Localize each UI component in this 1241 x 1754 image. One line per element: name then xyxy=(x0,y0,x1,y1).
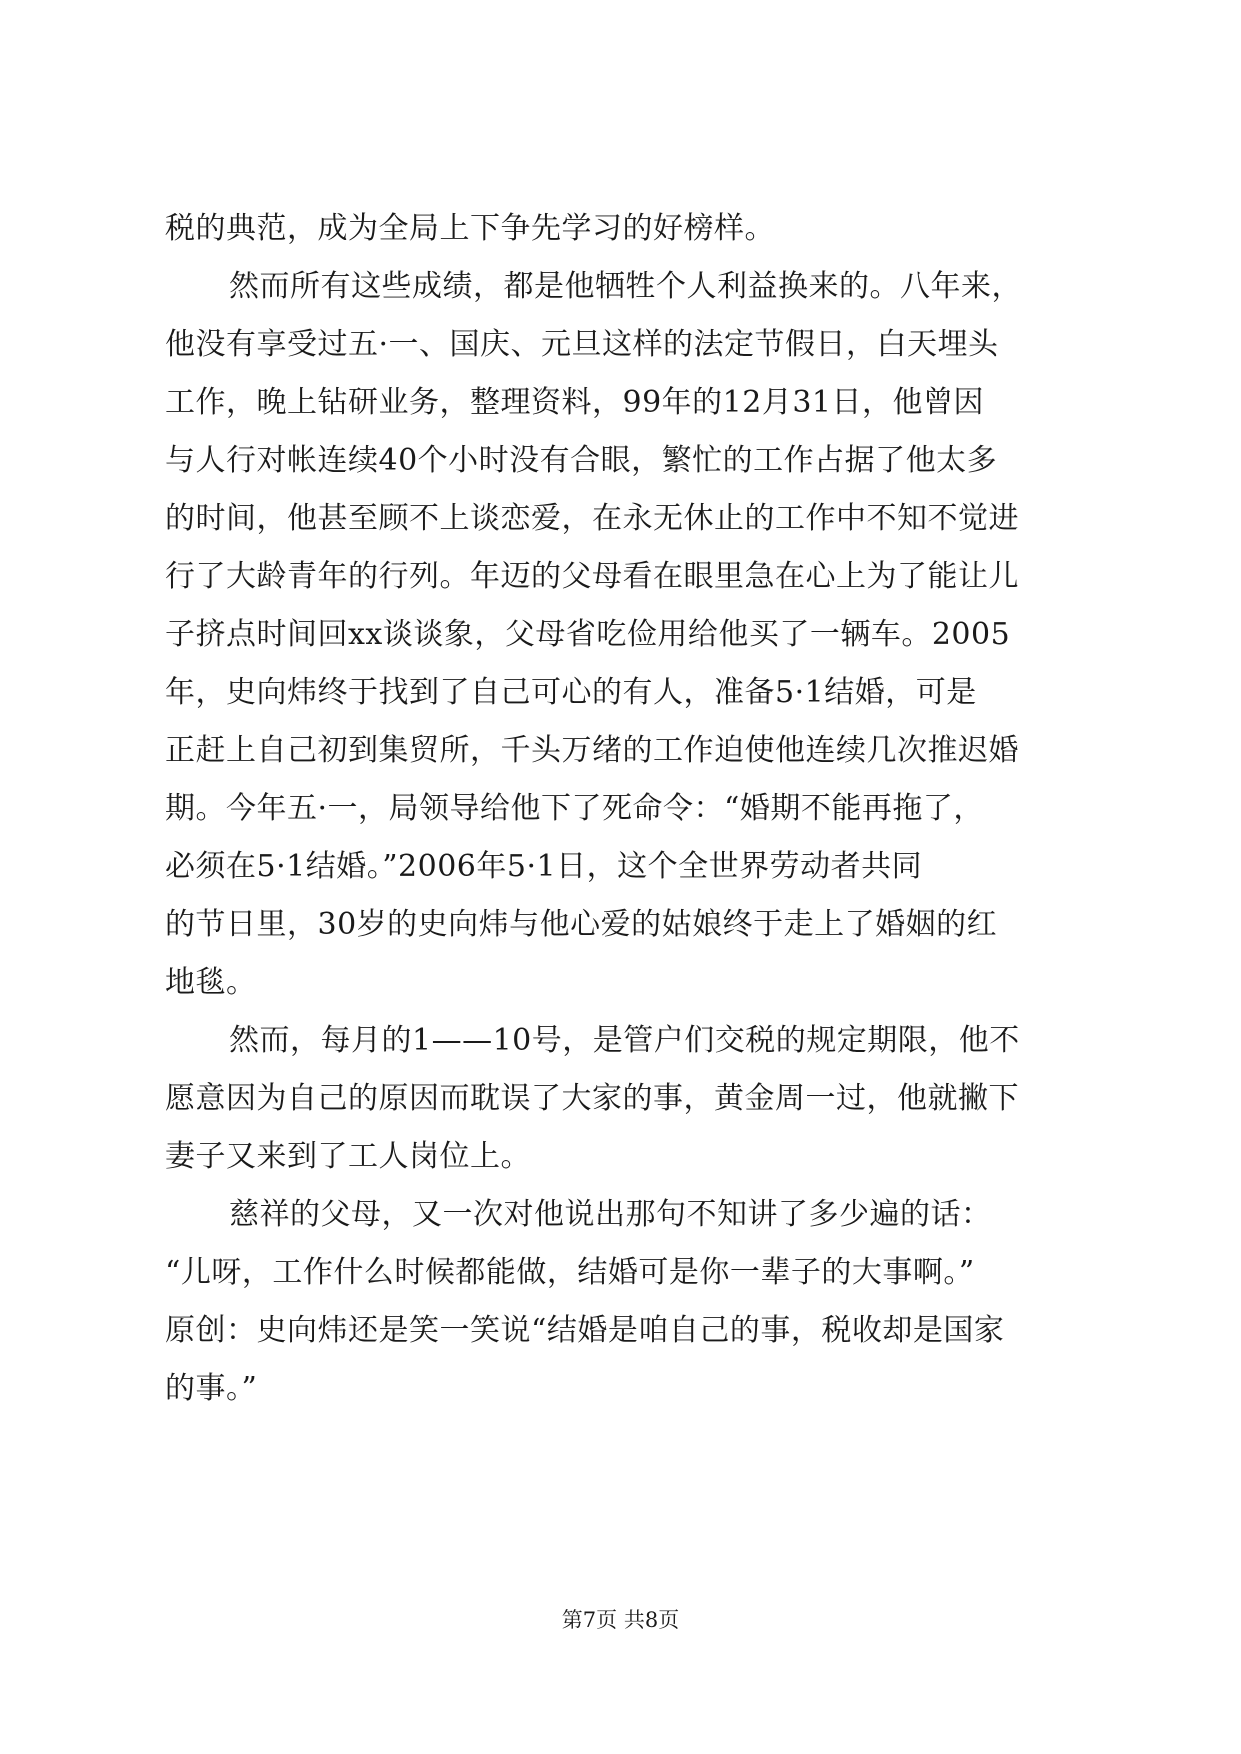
text-line: 工作，晚上钻研业务，整理资料，99年的12月31日，他曾因 xyxy=(165,385,985,420)
text-line: 期。今年五·一，局领导给他下了死命令：“婚期不能再拖了， xyxy=(165,791,984,826)
text-line: 必须在5·1结婚。”2006年5·1日，这个全世界劳动者共同 xyxy=(165,849,923,884)
text-line: 地毯。 xyxy=(165,965,257,1000)
text-line: 的事。” xyxy=(165,1371,258,1406)
text-line: 与人行对帐连续40个小时没有合眼，繁忙的工作占据了他太多 xyxy=(165,443,998,478)
paragraph-start-line: 慈祥的父母，又一次对他说出那句不知讲了多少遍的话： xyxy=(229,1197,992,1232)
paragraph-start-line: 然而所有这些成绩，都是他牺牲个人利益换来的。八年来， xyxy=(229,269,1022,304)
paragraph-start-line: 然而，每月的1——10号，是管户们交税的规定期限，他不 xyxy=(229,1023,1020,1058)
text-line: 的节日里，30岁的史向炜与他心爱的姑娘终于走上了婚姻的红 xyxy=(165,907,998,942)
page-number-footer: 第7页 共8页 xyxy=(561,1608,680,1632)
text-line: 原创：史向炜还是笑一笑说“结婚是咱自己的事，税收却是国家 xyxy=(165,1313,1005,1348)
text-line: 行了大龄青年的行列。年迈的父母看在眼里急在心上为了能让儿 xyxy=(165,559,1019,594)
text-line: 税的典范，成为全局上下争先学习的好榜样。 xyxy=(165,211,775,246)
text-line: 妻子又来到了工人岗位上。 xyxy=(165,1139,531,1174)
text-line: 愿意因为自己的原因而耽误了大家的事，黄金周一过，他就撇下 xyxy=(165,1081,1019,1116)
text-line: 正赶上自己初到集贸所，千头万绪的工作迫使他连续几次推迟婚 xyxy=(165,733,1019,768)
text-line: 子挤点时间回xx谈谈象，父母省吃俭用给他买了一辆车。2005 xyxy=(165,617,1011,652)
text-line: 他没有享受过五·一、国庆、元旦这样的法定节假日，白天埋头 xyxy=(165,327,999,362)
text-line: “儿呀，工作什么时候都能做，结婚可是你一辈子的大事啊。” xyxy=(165,1255,975,1290)
text-line: 的时间，他甚至顾不上谈恋爱，在永无休止的工作中不知不觉进 xyxy=(165,501,1019,536)
text-line: 年，史向炜终于找到了自己可心的有人，准备5·1结婚，可是 xyxy=(165,675,977,710)
